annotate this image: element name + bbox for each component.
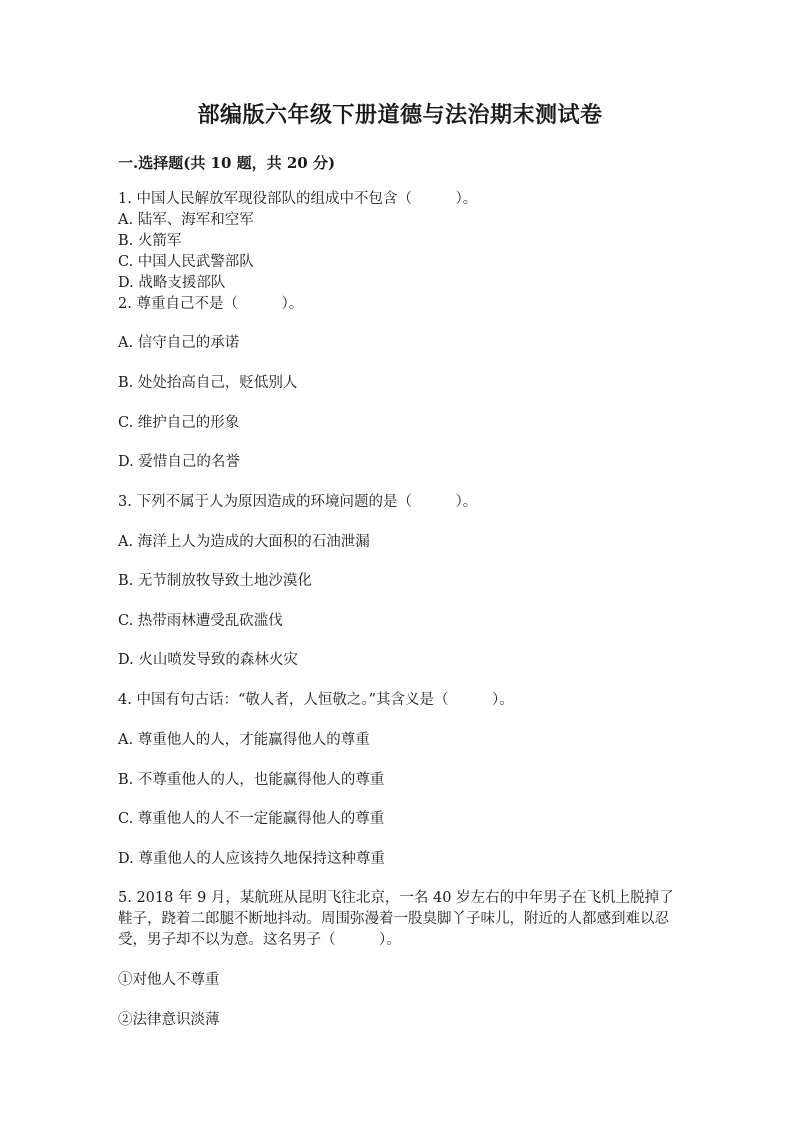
question-4-option-d: D. 尊重他人的人应该持久地保持这种尊重 bbox=[118, 851, 385, 867]
question-2-stem: 2. 尊重自己不是（ ）。 bbox=[118, 296, 304, 312]
page-title: 部编版六年级下册道德与法治期末测试卷 bbox=[197, 102, 603, 128]
question-4-stem: 4. 中国有句古话：“敬人者，人恒敬之。”其含义是（ ）。 bbox=[118, 692, 514, 708]
question-1-stem: 1. 中国人民解放军现役部队的组成中不包含（ ）。 bbox=[118, 191, 478, 207]
question-4-option-b: B. 不尊重他人的人，也能赢得他人的尊重 bbox=[118, 772, 385, 788]
question-3-option-d: D. 火山喷发导致的森林火灾 bbox=[118, 652, 298, 668]
question-5-stem: 5. 2018 年 9 月，某航班从昆明飞往北京，一名 40 岁左右的中年男子在飞机上脱掉了鞋子，跷着二郎腿不断地抖动。周围弥漫着一股臭脚丫子味儿，附近的人都感到难以忍受，男子却不以为意。这名男子（ ）。 bbox=[118, 890, 674, 948]
question-2-option-c: C. 维护自己的形象 bbox=[118, 415, 240, 431]
question-1-option-b: B. 火箭军 bbox=[118, 233, 182, 249]
question-3-option-c: C. 热带雨林遭受乱砍滥伐 bbox=[118, 613, 283, 629]
question-3-option-a: A. 海洋上人为造成的大面积的石油泄漏 bbox=[118, 534, 370, 550]
question-5-statement-2: ②法律意识淡薄 bbox=[118, 1012, 220, 1028]
question-1-option-c: C. 中国人民武警部队 bbox=[118, 254, 254, 270]
question-2-option-a: A. 信守自己的承诺 bbox=[118, 335, 240, 351]
question-4-option-c: C. 尊重他人的人不一定能赢得他人的尊重 bbox=[118, 811, 385, 827]
section-heading: 一.选择题(共 10 题，共 20 分) bbox=[118, 154, 336, 172]
question-3-option-b: B. 无节制放牧导致土地沙漠化 bbox=[118, 573, 312, 589]
question-3-stem: 3. 下列不属于人为原因造成的环境问题的是（ ）。 bbox=[118, 494, 478, 510]
question-1-option-a: A. 陆军、海军和空军 bbox=[118, 212, 254, 228]
question-2-option-b: B. 处处抬高自己，贬低别人 bbox=[118, 375, 298, 391]
question-2-option-d: D. 爱惜自己的名誉 bbox=[118, 454, 240, 470]
question-4-option-a: A. 尊重他人的人，才能赢得他人的尊重 bbox=[118, 732, 370, 748]
question-5-statement-1: ①对他人不尊重 bbox=[118, 972, 220, 988]
question-1-option-d: D. 战略支援部队 bbox=[118, 275, 226, 291]
